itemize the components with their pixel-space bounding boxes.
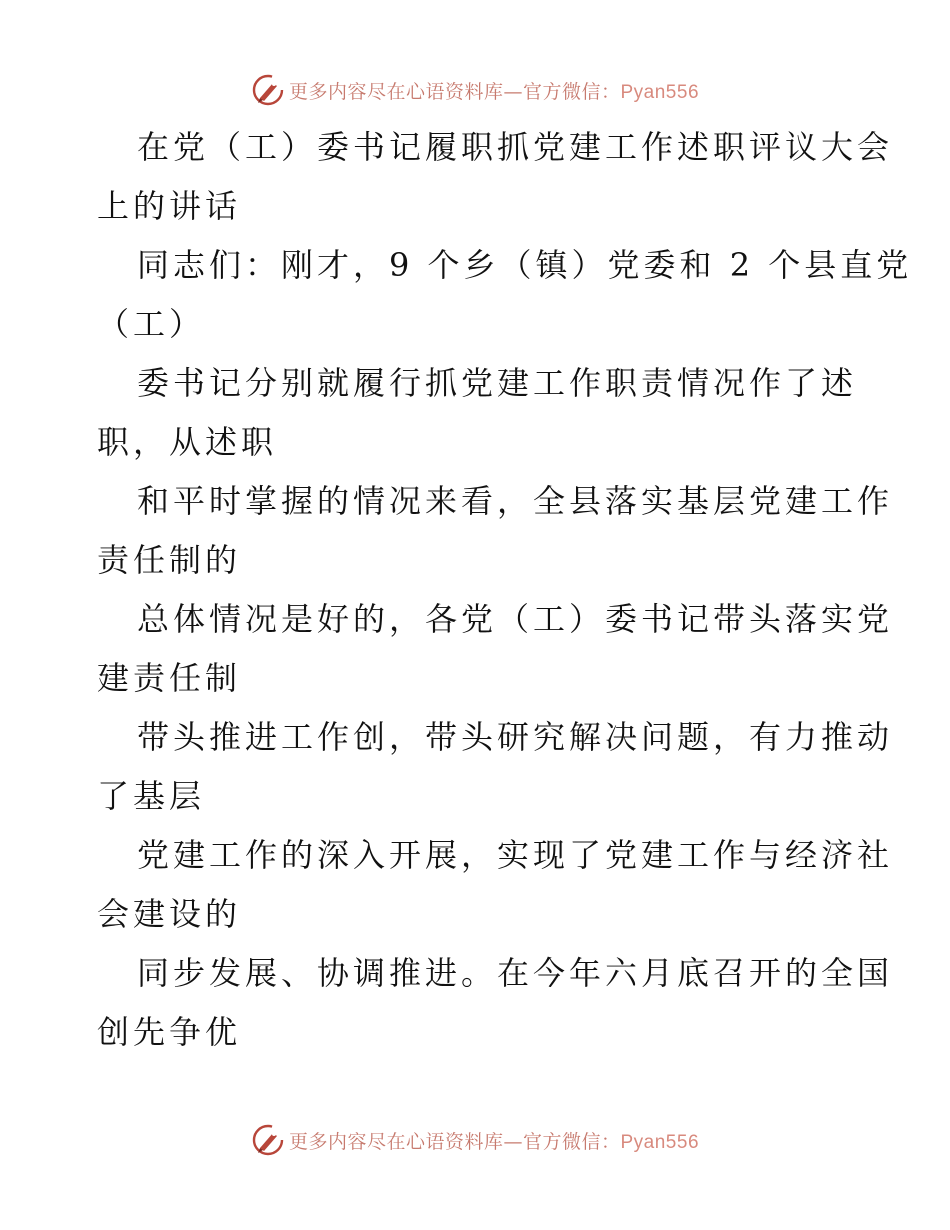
text-line: 同步发展、协调推进。在今年六月底召开的全国 [137,954,894,992]
header-banner-inner [251,73,699,107]
text-line: 创先争优 [97,1013,242,1051]
text-line: 同志们：刚才，9 个乡（镇）党委和 2 个县直党 [137,246,913,284]
banner-wechat-id: Pyan556 [620,81,700,103]
text-line: （工） [97,305,206,343]
document-body [97,118,913,1062]
text-line: 责任制的 [97,541,242,579]
text-line: 了基层 [97,777,206,815]
banner-text [289,77,699,104]
header-banner [0,70,950,110]
text-line: 在党（工）委书记履职抓党建工作述职评议大会 [137,128,894,166]
text-line: 上的讲话 [97,187,242,225]
text-line: 会建设的 [97,895,242,933]
footer-banner-inner [251,1123,699,1157]
text-line: 党建工作的深入开展，实现了党建工作与经济社 [137,836,894,874]
text-line: 带头推进工作创，带头研究解决问题，有力推动 [137,718,894,756]
banner-wechat-id: Pyan556 [620,1131,700,1153]
text-line: 委书记分别就履行抓党建工作职责情况作了述 [137,364,858,402]
banner-slogan: 更多内容尽在心语资料库—官方微信： [288,80,621,103]
text-line: 建责任制 [97,659,242,697]
banner-slogan: 更多内容尽在心语资料库—官方微信： [288,1130,621,1153]
footer-banner [0,1120,950,1160]
text-line: 职，从述职 [97,423,278,461]
banner-text [289,1127,699,1154]
text-line: 总体情况是好的，各党（工）委书记带头落实党 [137,600,894,638]
text-line: 和平时掌握的情况来看，全县落实基层党建工作 [137,482,894,520]
pen-logo-icon [251,1123,285,1157]
pen-logo-icon [251,73,285,107]
